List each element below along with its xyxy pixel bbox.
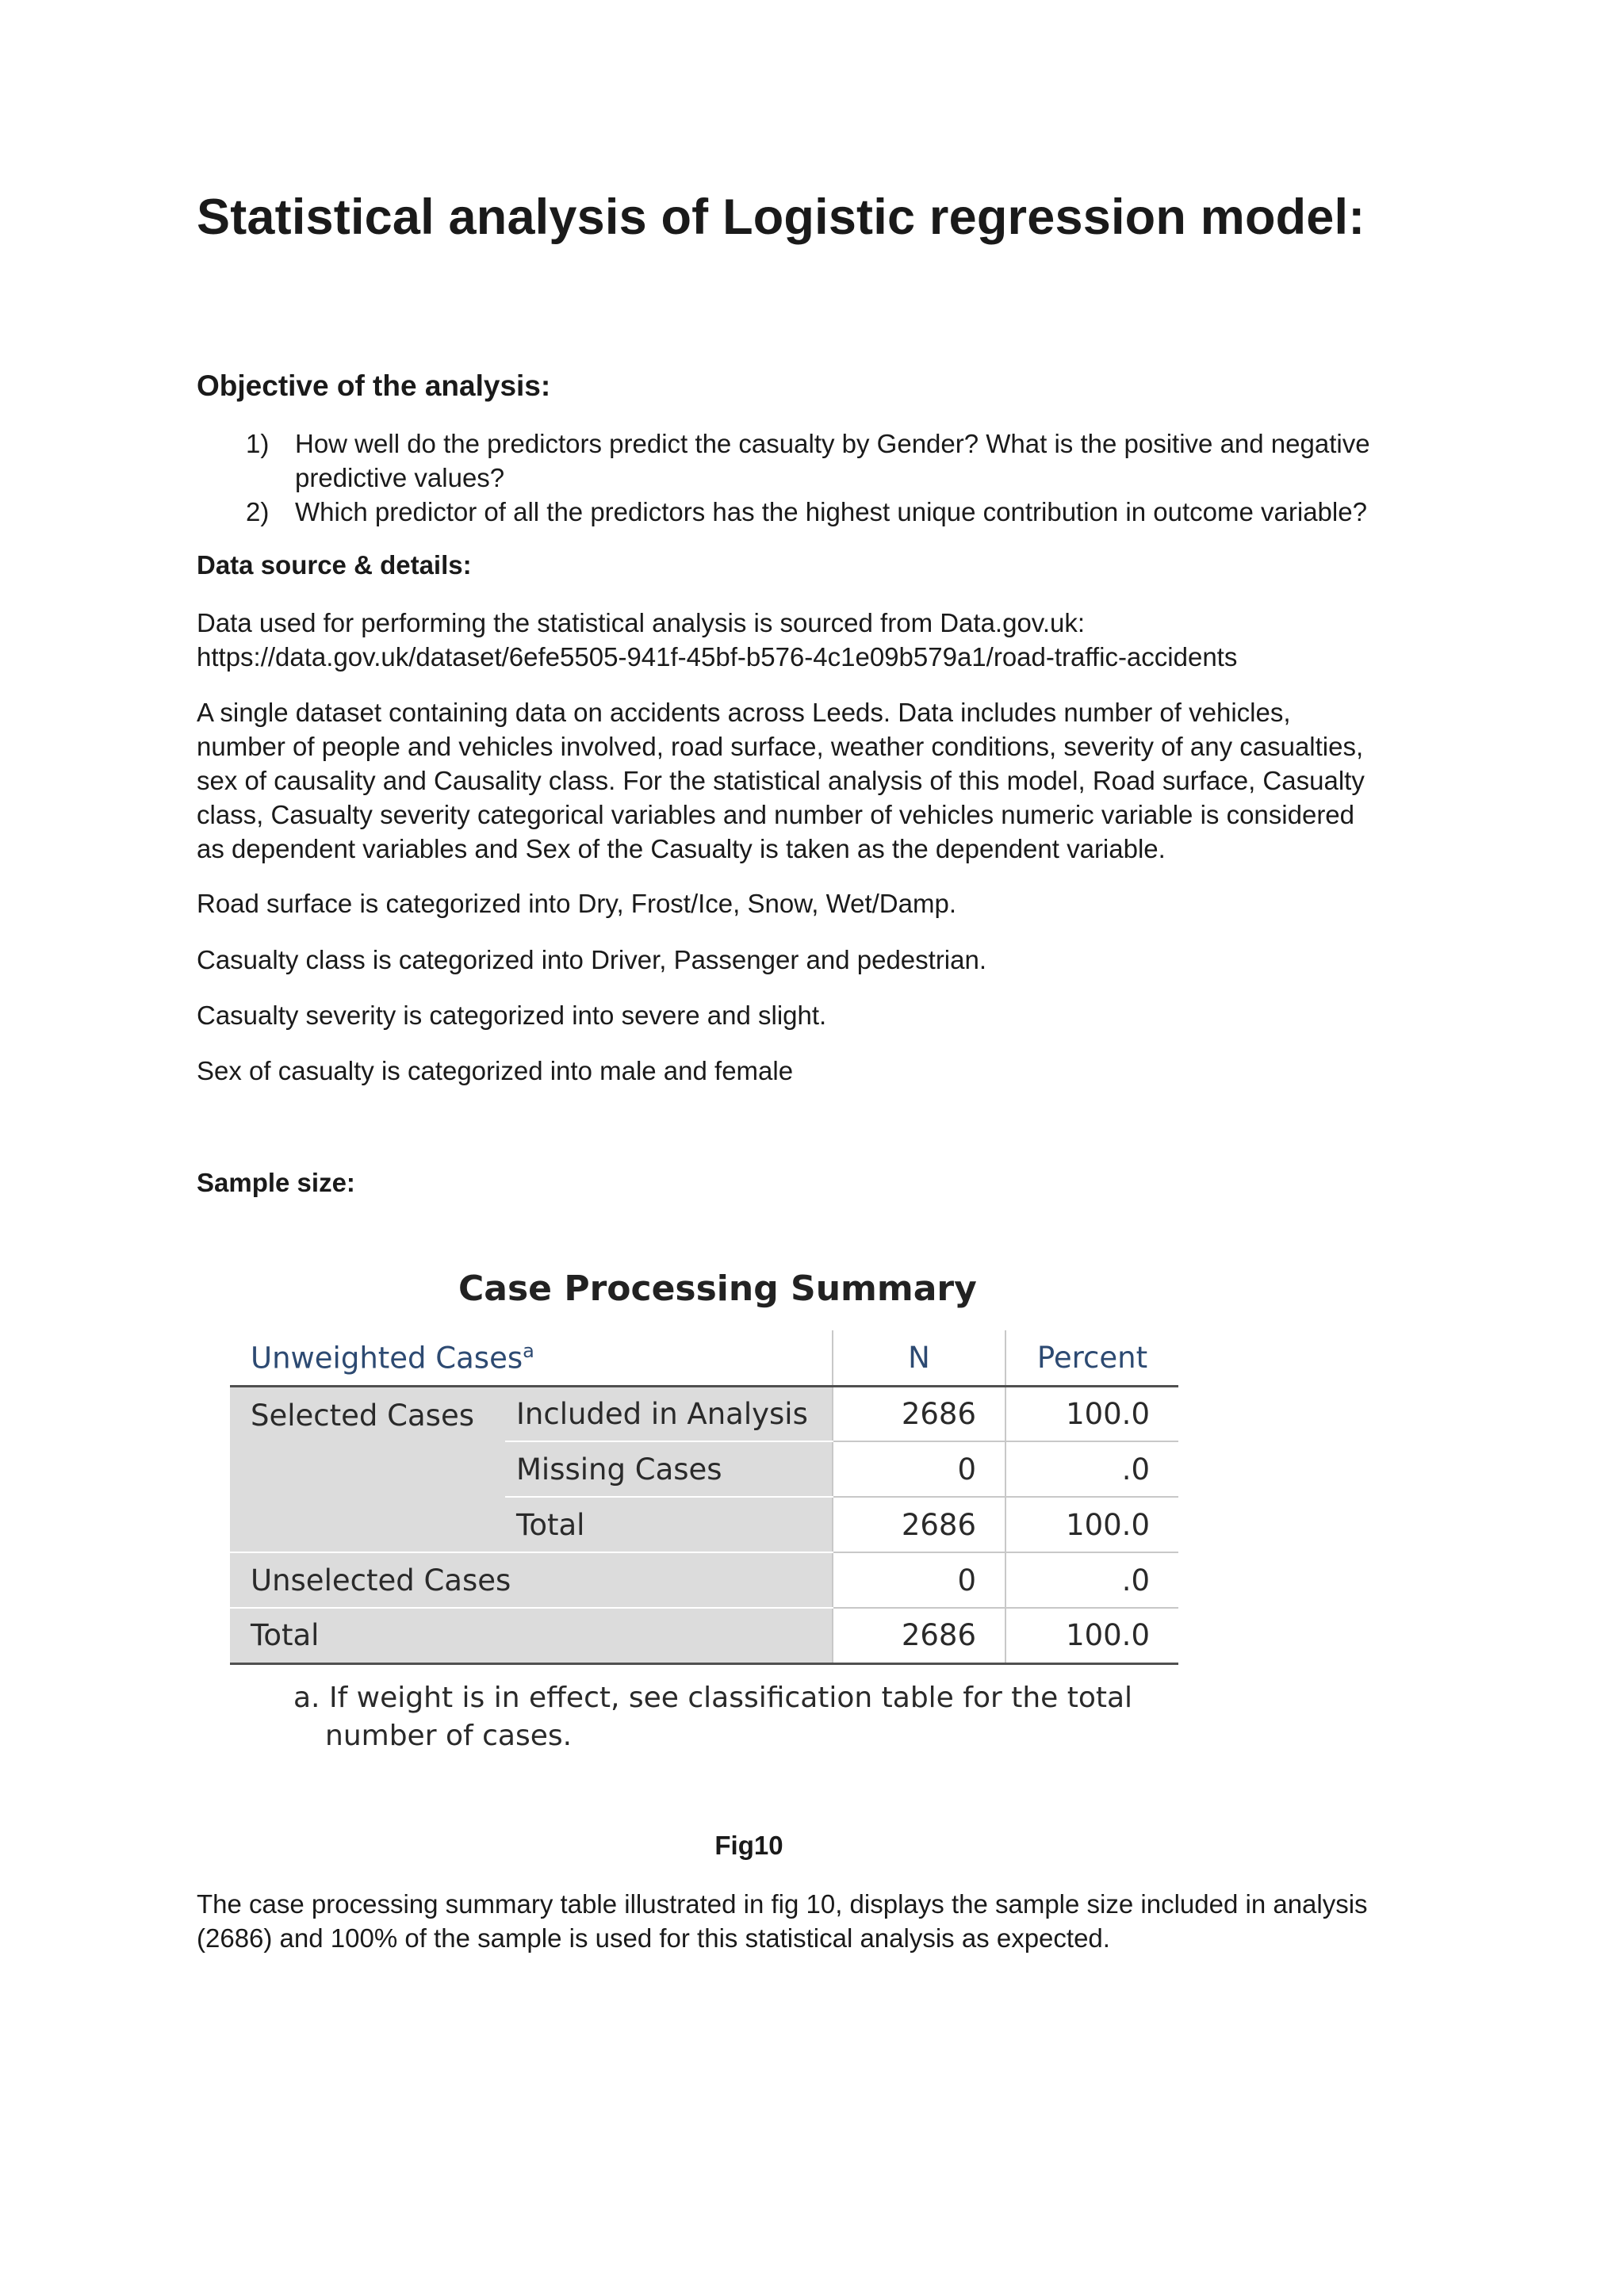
objective-text-cont: predictive values? [295, 463, 505, 492]
header-n: N [833, 1330, 1005, 1386]
list-item [197, 495, 1434, 529]
footnote-marker: a [523, 1340, 534, 1363]
description-line: number of people and vehicles involved, road surface, weather conditions, severity of any casualties, [197, 732, 1364, 761]
unselected-label: Unselected Cases [230, 1552, 833, 1608]
figure-title: Case Processing Summary [458, 1269, 977, 1309]
table-row [230, 1608, 1178, 1663]
missing-n: 0 [833, 1441, 1005, 1497]
list-number: 2) [246, 497, 270, 526]
objective-text: Which predictor of all the predictors has the highest unique contribution in outcome variable? [295, 497, 1367, 526]
conclusion-line: The case processing summary table illustrated in fig 10, displays the sample size included in analysis [197, 1889, 1368, 1919]
header-percent: Percent [1005, 1330, 1178, 1386]
description-line: sex of causality and Causality class. For the statistical analysis of this model, Road surface, Casualty [197, 766, 1365, 795]
included-label: Included in Analysis [505, 1386, 833, 1441]
table-row [230, 1386, 1178, 1441]
figure-caption: Fig10 [714, 1831, 783, 1860]
source-url: https://data.gov.uk/dataset/6efe5505-941f-45bf-b576-4c1e09b579a1/road-traffic-accidents [197, 642, 1238, 672]
table-row [230, 1552, 1178, 1608]
unselected-n: 0 [833, 1552, 1005, 1608]
total-label: Total [230, 1608, 833, 1663]
selected-total-percent: 100.0 [1005, 1497, 1178, 1552]
selected-total-label: Total [505, 1497, 833, 1552]
table-header-row [230, 1330, 1178, 1386]
data-source-heading: Data source & details: [197, 550, 472, 580]
casualty-severity-text: Casualty severity is categorized into severe and slight. [197, 1001, 827, 1030]
source-text: Data used for performing the statistical analysis is sourced from Data.gov.uk: [197, 608, 1086, 637]
total-n: 2686 [833, 1608, 1005, 1663]
footnote-line: number of cases. [325, 1720, 573, 1752]
conclusion-line: (2686) and 100% of the sample is used for this statistical analysis as expected. [197, 1923, 1110, 1953]
road-surface-text: Road surface is categorized into Dry, Frost/Ice, Snow, Wet/Damp. [197, 889, 956, 918]
description-line: class, Casualty severity categorical variables and number of vehicles numeric variable is considered [197, 800, 1355, 829]
case-processing-table [230, 1330, 1178, 1665]
selected-total-n: 2686 [833, 1497, 1005, 1552]
objective-heading: Objective of the analysis: [197, 369, 551, 402]
list-number: 1) [246, 429, 270, 458]
sex-text: Sex of casualty is categorized into male and female [197, 1056, 794, 1085]
data-source-paragraph [197, 606, 1434, 674]
sample-size-heading: Sample size: [197, 1168, 355, 1197]
unselected-percent: .0 [1005, 1552, 1178, 1608]
included-n: 2686 [833, 1386, 1005, 1441]
list-item [197, 427, 1434, 495]
case-processing-figure [214, 1261, 1197, 1768]
dataset-description [197, 695, 1434, 866]
description-line: A single dataset containing data on accidents across Leeds. Data includes number of vehicles, [197, 698, 1291, 727]
objective-list [197, 427, 1434, 529]
objective-text: How well do the predictors predict the casualty by Gender? What is the positive and negative [295, 429, 1370, 458]
missing-label: Missing Cases [505, 1441, 833, 1497]
page-title: Statistical analysis of Logistic regression model: [197, 189, 1365, 245]
missing-percent: .0 [1005, 1441, 1178, 1497]
conclusion-paragraph [197, 1887, 1434, 1955]
header-cases: Unweighted Cases$^a$ [230, 1330, 833, 1386]
table-footnote [293, 1679, 1134, 1755]
selected-cases-label: Selected Cases [230, 1386, 505, 1552]
footnote-line: a. If weight is in effect, see classification table for the total [293, 1682, 1133, 1714]
total-percent: 100.0 [1005, 1608, 1178, 1663]
included-percent: 100.0 [1005, 1386, 1178, 1441]
casualty-class-text: Casualty class is categorized into Driver, Passenger and pedestrian. [197, 945, 987, 974]
description-line: as dependent variables and Sex of the Casualty is taken as the dependent variable. [197, 834, 1166, 863]
